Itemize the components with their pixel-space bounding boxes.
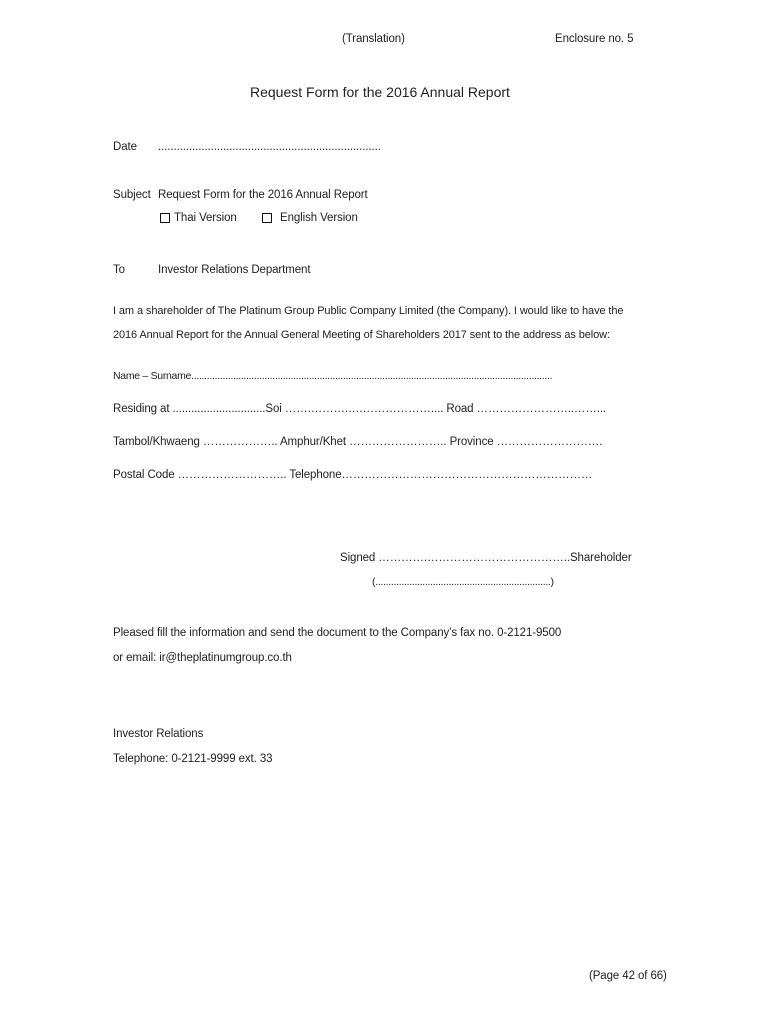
english-version-label: English Version <box>280 212 358 224</box>
date-label: Date <box>113 141 137 153</box>
email-instruction: or email: ir@theplatinumgroup.co.th <box>113 652 292 664</box>
english-version-option <box>262 212 358 226</box>
to-recipient: Investor Relations Department <box>158 264 311 276</box>
subject-label: Subject <box>113 189 151 201</box>
thai-version-label: Thai Version <box>174 212 237 224</box>
postal-telephone-field: Postal Code ……………………….. Telephone………………………………………………………… <box>113 469 593 481</box>
page-title: Request Form for the 2016 Annual Report <box>250 84 510 100</box>
checkbox-icon <box>160 213 170 223</box>
intro-line-1: I am a shareholder of The Platinum Group Public Company Limited (the Company). I would like to have the <box>113 305 624 317</box>
thai-version-option <box>160 212 237 226</box>
date-field: ........................................................................ <box>158 141 381 153</box>
name-surname-field: Name – Surname.......................................................................................................................................... <box>113 370 553 382</box>
intro-line-2: 2016 Annual Report for the Annual General Meeting of Shareholders 2017 sent to the address as below: <box>113 329 610 341</box>
signature-name-line: (...................................................................) <box>372 576 554 588</box>
translation-note: (Translation) <box>342 33 405 45</box>
signature-line: Signed ………….………………………………..Shareholder <box>340 552 632 564</box>
page-number: (Page 42 of 66) <box>589 970 667 982</box>
fax-instruction: Pleased fill the information and send the document to the Company’s fax no. 0-2121-9500 <box>113 627 562 639</box>
contact-telephone: Telephone: 0-2121-9999 ext. 33 <box>113 753 273 765</box>
enclosure-number: Enclosure no. 5 <box>555 33 634 45</box>
tambol-field: Tambol/Khwaeng ……………….. Amphur/Khet …………………….. Province ………………………. <box>113 436 603 448</box>
contact-department: Investor Relations <box>113 728 204 740</box>
to-label: To <box>113 264 125 276</box>
checkbox-icon <box>262 213 272 223</box>
residing-field: Residing at ..............................Soi …….……….….……………….... Road ……………………..……... <box>113 403 607 415</box>
subject-text: Request Form for the 2016 Annual Report <box>158 189 368 201</box>
